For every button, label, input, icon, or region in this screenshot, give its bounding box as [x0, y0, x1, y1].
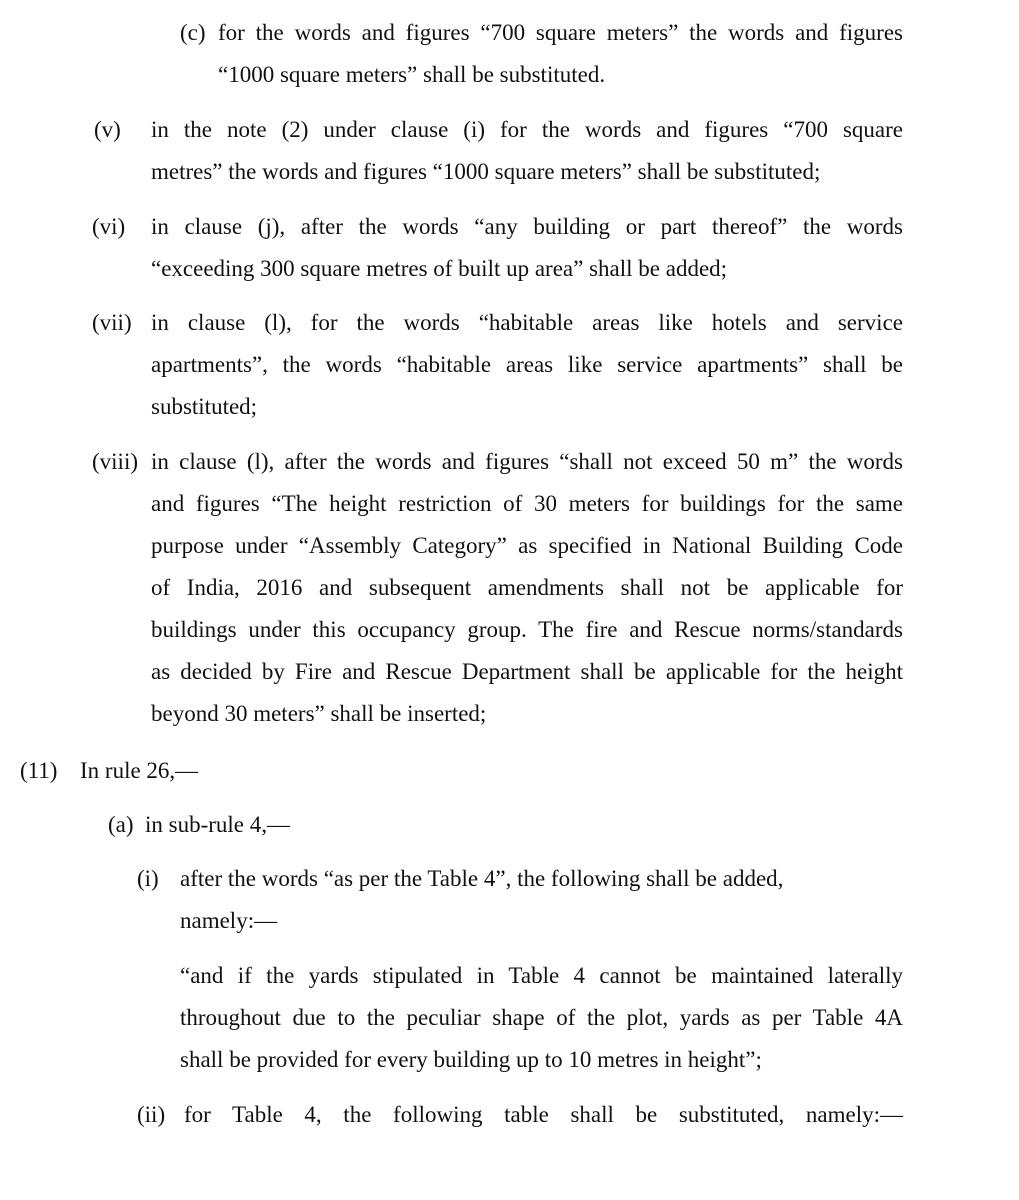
- item-vii-line-3: substituted;: [151, 394, 258, 419]
- item-v-text: [151, 109, 903, 193]
- item-vii-label: (vii): [92, 310, 132, 335]
- sub-item-ii-line-1: for Table 4, the following table shall be substituted, namely:—: [184, 1102, 903, 1127]
- sub-item-i-line-1: after the words “as per the Table 4”, the following shall be added,: [180, 866, 784, 891]
- item-c-label: (c): [180, 20, 206, 45]
- quote-line-2: throughout due to the peculiar shape of the plot, yards as per Table 4A: [180, 1005, 903, 1030]
- inserted-quote: [180, 955, 903, 1081]
- item-vi-text: [151, 206, 903, 290]
- item-c-text: [218, 12, 903, 96]
- item-vii-text: [151, 302, 903, 428]
- item-viii-label: (viii): [92, 449, 138, 474]
- item-c-line-1: for the words and figures “700 square meters” the words and figures: [218, 20, 903, 45]
- sub-item-i-label: (i): [137, 866, 159, 891]
- item-viii-line-7: beyond 30 meters” shall be inserted;: [151, 701, 487, 726]
- sub-item-i-line-2: namely:—: [180, 908, 278, 933]
- item-vi-label: (vi): [92, 214, 126, 239]
- item-viii-text: [151, 441, 903, 735]
- sub-item-ii-text: [184, 1094, 903, 1136]
- item-vi-line-2: “exceeding 300 square metres of built up area” shall be added;: [151, 256, 728, 281]
- item-viii-line-2: and figures “The height restriction of 30 meters for buildings for the same: [151, 491, 903, 516]
- item-vi-line-1: in clause (j), after the words “any building or part thereof” the words: [151, 214, 903, 239]
- item-vii-line-2: apartments”, the words “habitable areas like service apartments” shall be: [151, 352, 903, 377]
- rule-11-label: (11): [20, 758, 58, 783]
- item-c-line-2: “1000 square meters” shall be substituted.: [218, 62, 606, 87]
- sub-item-ii-label: (ii): [137, 1102, 166, 1127]
- sub-rule-a-text: in sub-rule 4,—: [145, 812, 291, 837]
- item-viii-line-1: in clause (l), after the words and figures “shall not exceed 50 m” the words: [151, 449, 903, 474]
- item-v-label: (v): [94, 117, 121, 142]
- item-viii-line-3: purpose under “Assembly Category” as specified in National Building Code: [151, 533, 903, 558]
- item-viii-line-4: of India, 2016 and subsequent amendments shall not be applicable for: [151, 575, 903, 600]
- item-viii-line-6: as decided by Fire and Rescue Department shall be applicable for the height: [151, 659, 903, 684]
- rule-11-text: In rule 26,—: [80, 758, 199, 783]
- item-viii-line-5: buildings under this occupancy group. The fire and Rescue norms/standards: [151, 617, 903, 642]
- sub-item-i-text: [180, 858, 880, 942]
- sub-rule-a-label: (a): [108, 812, 134, 837]
- item-v-line-1: in the note (2) under clause (i) for the words and figures “700 square: [151, 117, 903, 142]
- item-v-line-2: metres” the words and figures “1000 square meters” shall be substituted;: [151, 159, 821, 184]
- quote-line-1: “and if the yards stipulated in Table 4 cannot be maintained laterally: [180, 963, 903, 988]
- item-vii-line-1: in clause (l), for the words “habitable areas like hotels and service: [151, 310, 903, 335]
- quote-line-3: shall be provided for every building up to 10 metres in height”;: [180, 1047, 762, 1072]
